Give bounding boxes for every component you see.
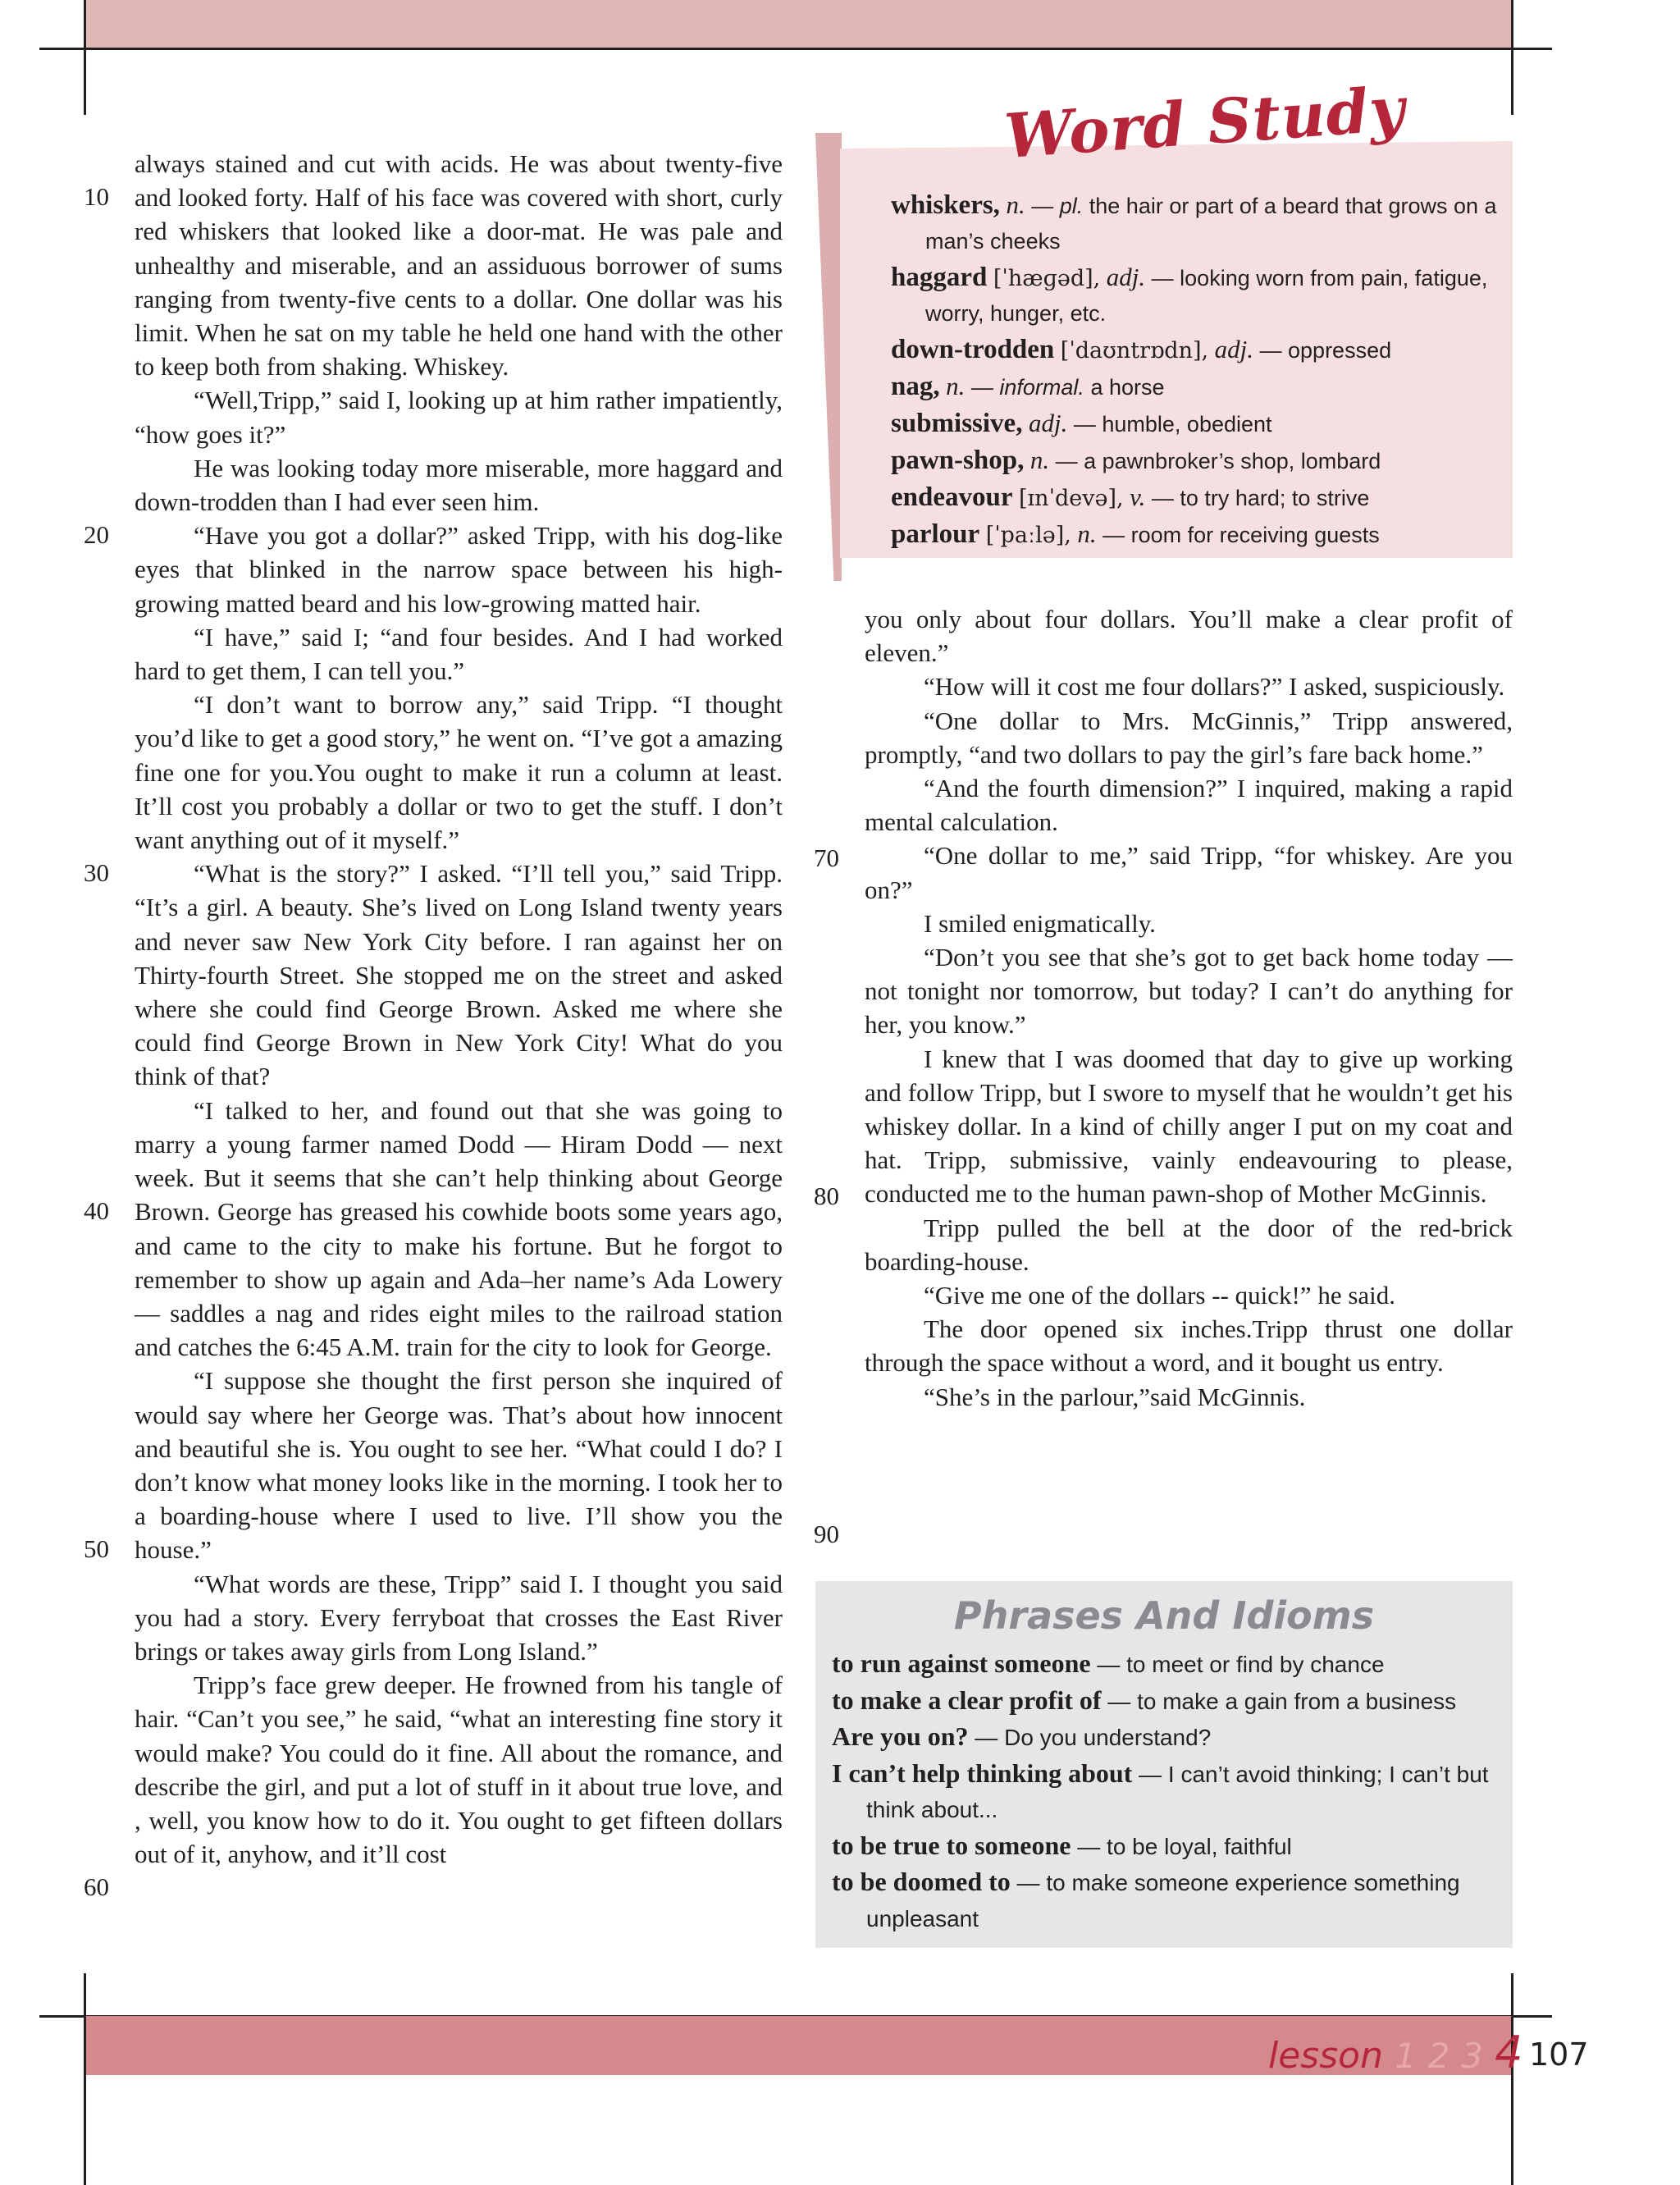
- line-number: 30: [84, 858, 109, 887]
- glossary-entry: submissive, adj. — humble, obedient: [891, 409, 1272, 438]
- word-study-title: Word Study: [1002, 74, 1408, 172]
- paragraph: “What is the story?” I asked. “I’ll tell you,” said Tripp. “It’s a girl. A beauty. She’s lived on Long Island twenty years and never saw New York City before. I ran against her on Thirty-fourth Street. She stopped me on the street and asked where she could find George Brown. Asked me where she could find George Brown in New York City! What do you think of that?: [135, 859, 783, 1091]
- phrase-entry: to be doomed to — to make someone experience something unpleasant: [832, 1867, 1460, 1931]
- glossary-entry: parlour [ˈpaːlə], n. — room for receiving guests: [891, 519, 1380, 549]
- line-number: 80: [814, 1182, 839, 1210]
- phrase-entry: I can’t help thinking about — I can’t avoid thinking; I can’t but think about...: [832, 1758, 1489, 1822]
- word-study-list: [891, 187, 1508, 553]
- page-number: 107: [1529, 2036, 1589, 2073]
- glossary-entry: whiskers, n. — pl. the hair or part of a beard that grows on a man’s cheeks: [891, 190, 1497, 254]
- paragraph: “I have,” said I; “and four besides. And I had worked hard to get them, I can tell you.”: [135, 622, 783, 686]
- phrase: Are you on?: [832, 1721, 969, 1751]
- headword: pawn-shop,: [891, 446, 1025, 475]
- headword: whiskers,: [891, 190, 1000, 220]
- line-number: 10: [84, 182, 109, 211]
- lesson-indicator: [1268, 2027, 1523, 2078]
- lesson-number: 3: [1461, 2036, 1484, 2076]
- headword: haggard: [891, 263, 988, 292]
- glossary-entry: endeavour [ɪnˈdevə], v. — to try hard; to strive: [891, 482, 1370, 512]
- paragraph: always stained and cut with acids. He was about twenty-five and looked forty. Half of his face was covered with short, curly red whiskers that looked like a door-mat. He was pale and unhealthy and miserable, and an assiduous borrower of sums ranging from twenty-five cents to a dollar. One dollar was his limit. When he sat on my table he held one hand with the other to keep both from shaking. Whiskey.: [135, 149, 783, 382]
- lesson-number: 2: [1427, 2036, 1450, 2076]
- lesson-label: lesson: [1268, 2035, 1383, 2077]
- headword: nag,: [891, 372, 940, 401]
- current-lesson-number: 4: [1495, 2027, 1523, 2078]
- top-rule: [39, 48, 1552, 50]
- phrases-list: [832, 1646, 1504, 1936]
- paragraph: Tripp pulled the bell at the door of the red-brick boarding-house.: [865, 1213, 1513, 1276]
- phrase: I can’t help thinking about: [832, 1758, 1133, 1788]
- left-crop-mark-bottom: [84, 1973, 86, 2185]
- paragraph: “I suppose she thought the first person she inquired of would say where her George was. That’s about how innocent and beautiful she is. You ought to see her. “What could I do? I don’t know what money looks like in the morning. I took her to a boarding-house where I used to live. I’ll show you the house.”: [135, 1366, 783, 1565]
- headword: endeavour: [891, 482, 1013, 512]
- phrase-entry: to make a clear profit of — to make a gain from a business: [832, 1684, 1457, 1715]
- left-text-column: [135, 147, 783, 1871]
- glossary-entry: nag, n. — informal. a horse: [891, 372, 1165, 401]
- paragraph: He was looking today more miserable, more haggard and down-trodden than I had ever seen him.: [135, 453, 783, 517]
- glossary-entry: haggard [ˈhæɡəd], adj. — looking worn from pain, fatigue, worry, hunger, etc.: [891, 263, 1488, 326]
- line-number: 90: [814, 1520, 839, 1548]
- phrase: to make a clear profit of: [832, 1684, 1102, 1715]
- transcription: [ˈhæɡəd],: [993, 266, 1101, 291]
- phrases-title: Phrases And Idioms: [953, 1593, 1375, 1638]
- phrase: to be true to someone: [832, 1830, 1071, 1860]
- glossary-entry: pawn-shop, n. — a pawnbroker’s shop, lombard: [891, 446, 1381, 475]
- headword: parlour: [891, 519, 980, 549]
- line-number: 40: [84, 1196, 109, 1225]
- transcription: [ˈdaʊntrɒdn],: [1060, 338, 1209, 363]
- headword: submissive,: [891, 409, 1023, 438]
- headword: down-trodden: [891, 335, 1055, 364]
- right-crop-mark-top: [1511, 0, 1513, 115]
- paragraph: Tripp’s face grew deeper. He frowned from his tangle of hair. “Can’t you see,” he said, “what an interesting fine story it would make? You could do it fine. All about the romance, and describe the girl, and put a lot of stuff in it about true love, and , well, you know how to do it. You ought to get fifteen dollars out of it, anyhow, and it’ll cost: [135, 1671, 783, 1869]
- paragraph: “Have you got a dollar?” asked Tripp, with his dog-like eyes that blinked in the narrow space between his high-growing matted beard and his low-growing matted hair.: [135, 521, 783, 618]
- phrase-entry: Are you on? — Do you understand?: [832, 1721, 1212, 1751]
- phrase: to run against someone: [832, 1648, 1091, 1678]
- glossary-entry: down-trodden [ˈdaʊntrɒdn], adj. — oppressed: [891, 335, 1392, 364]
- paragraph: “And the fourth dimension?” I inquired, making a rapid mental calculation.: [865, 774, 1513, 837]
- paragraph: “One dollar to Mrs. McGinnis,” Tripp answered, promptly, “and two dollars to pay the girl’s fare back home.”: [865, 706, 1513, 769]
- paragraph: you only about four dollars. You’ll make a clear profit of eleven.”: [865, 605, 1513, 668]
- phrase: to be doomed to: [832, 1867, 1011, 1896]
- paragraph: “How will it cost me four dollars?” I asked, suspiciously.: [924, 672, 1505, 702]
- word-study-shadow: [815, 133, 842, 581]
- right-crop-mark-bottom: [1511, 1973, 1513, 2185]
- paragraph: “She’s in the parlour,”said McGinnis.: [924, 1382, 1306, 1411]
- paragraph: “What words are these, Tripp” said I. I thought you said you had a story. Every ferryboat that crosses the East River brings or takes away girls from Long Island.”: [135, 1569, 783, 1666]
- paragraph: “I don’t want to borrow any,” said Tripp. “I thought you’d like to get a good story,” he went on. “I’ve got a amazing fine one for you.You ought to make it run a column at least. It’ll cost you probably a dollar or two to get the stuff. I don’t want anything out of it myself.”: [135, 690, 783, 855]
- phrase-entry: to be true to someone — to be loyal, faithful: [832, 1830, 1292, 1860]
- phrase-entry: to run against someone — to meet or find by chance: [832, 1648, 1385, 1678]
- paragraph: I knew that I was doomed that day to give up working and follow Tripp, but I swore to myself that he wouldn’t get his whiskey dollar. In a kind of chilly anger I put on my coat and hat. Tripp, submissive, vainly endeavouring to please, conducted me to the human pawn-shop of Mother McGinnis.: [865, 1044, 1513, 1209]
- paragraph: “One dollar to me,” said Tripp, “for whiskey. Are you on?”: [865, 841, 1513, 904]
- paragraph: “Give me one of the dollars -- quick!” he said.: [924, 1281, 1396, 1310]
- line-number: 20: [84, 520, 109, 549]
- paragraph: “I talked to her, and found out that she was going to marry a young farmer named Dodd — Hiram Dodd — next week. But it seems that she can’t help thinking about George Brown. George has greased his cowhide boots some years ago, and came to the city to make his fortune. But he forgot to remember to show up again and Ada–her name’s Ada Lowery — saddles a nag and rides eight miles to the railroad station and catches the 6:45 A.M. train for the city to look for George.: [135, 1095, 783, 1362]
- paragraph: “Well,Tripp,” said I, looking up at him rather impatiently, “how goes it?”: [135, 386, 783, 449]
- left-crop-mark-top: [84, 0, 86, 115]
- right-text-column: [865, 602, 1513, 1414]
- line-number: 50: [84, 1534, 109, 1563]
- line-number: 60: [84, 1872, 109, 1901]
- paragraph: The door opened six inches.Tripp thrust one dollar through the space without a word, and it bought us entry.: [865, 1314, 1513, 1378]
- transcription: [ɪnˈdevə],: [1019, 486, 1124, 511]
- paragraph: I smiled enigmatically.: [924, 908, 1156, 938]
- lesson-number: 1: [1394, 2036, 1417, 2076]
- paragraph: “Don’t you see that she’s got to get back home today — not tonight nor tomorrow, but today? I can’t do anything for her, you know.”: [865, 943, 1513, 1040]
- transcription: [ˈpaːlə],: [985, 523, 1071, 548]
- line-number: 70: [814, 843, 839, 872]
- top-color-band: [85, 0, 1511, 48]
